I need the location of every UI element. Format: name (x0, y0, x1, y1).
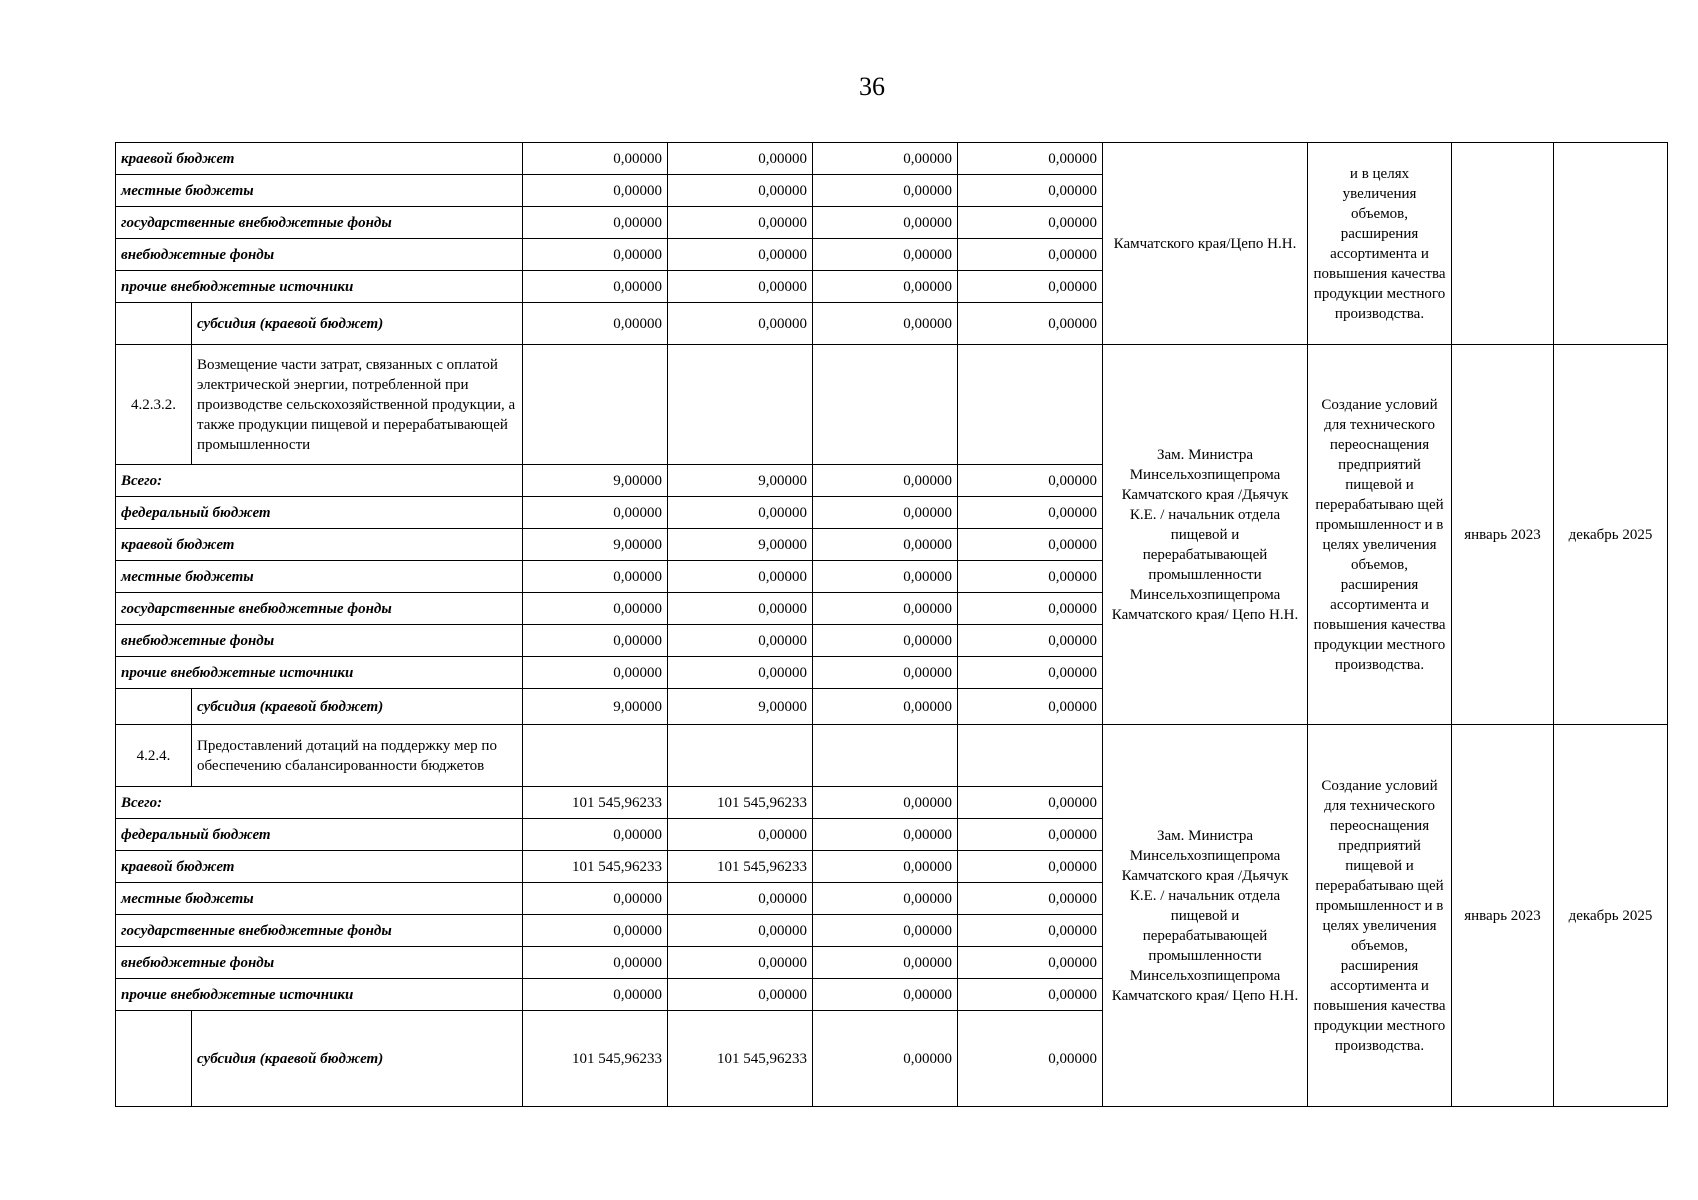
value-cell (958, 725, 1103, 787)
value-cell (668, 725, 813, 787)
value-cell: 0,00000 (813, 593, 958, 625)
value-cell (523, 345, 668, 465)
subsidy-label: субсидия (краевой бюджет) (192, 1011, 523, 1107)
value-cell: 0,00000 (813, 883, 958, 915)
value-cell: 0,00000 (958, 947, 1103, 979)
empty-code-cell (116, 1011, 192, 1107)
value-cell: 0,00000 (813, 915, 958, 947)
value-cell: 0,00000 (813, 239, 958, 271)
value-cell: 101 545,96233 (668, 1011, 813, 1107)
goal-cell: и в целях увеличения объемов, расширения ассортимента и повышения качества продукции местного производства. (1308, 143, 1452, 345)
source-label: федеральный бюджет (116, 497, 523, 529)
value-cell: 0,00000 (523, 883, 668, 915)
value-cell: 0,00000 (958, 883, 1103, 915)
source-label: местные бюджеты (116, 883, 523, 915)
value-cell: 0,00000 (958, 207, 1103, 239)
value-cell: 0,00000 (813, 819, 958, 851)
value-cell: 0,00000 (813, 979, 958, 1011)
value-cell: 9,00000 (523, 529, 668, 561)
source-label: Всего: (116, 465, 523, 497)
activity-code: 4.2.3.2. (116, 345, 192, 465)
value-cell (813, 345, 958, 465)
value-cell: 0,00000 (813, 143, 958, 175)
value-cell: 0,00000 (523, 947, 668, 979)
value-cell: 0,00000 (523, 303, 668, 345)
responsible-cell: Зам. Министра Минсельхозпищепрома Камчатского края /Дьячук К.Е. / начальник отдела пищевой и перерабатывающей промышленности Минсельхозпищепрома Камчатского края/ Цепо Н.Н. (1103, 345, 1308, 725)
value-cell: 0,00000 (668, 239, 813, 271)
block-continued (116, 143, 1668, 345)
source-label: местные бюджеты (116, 561, 523, 593)
value-cell: 0,00000 (668, 143, 813, 175)
value-cell: 0,00000 (668, 819, 813, 851)
budget-table (115, 142, 1668, 1107)
value-cell: 0,00000 (668, 625, 813, 657)
value-cell: 9,00000 (523, 689, 668, 725)
value-cell: 0,00000 (813, 851, 958, 883)
value-cell: 0,00000 (523, 593, 668, 625)
value-cell: 0,00000 (668, 207, 813, 239)
activity-row (116, 345, 1668, 465)
value-cell: 0,00000 (958, 239, 1103, 271)
end-date-cell: декабрь 2025 (1554, 345, 1668, 725)
value-cell: 0,00000 (958, 561, 1103, 593)
value-cell: 0,00000 (523, 271, 668, 303)
value-cell: 0,00000 (958, 979, 1103, 1011)
source-label: внебюджетные фонды (116, 239, 523, 271)
value-cell: 0,00000 (668, 947, 813, 979)
value-cell: 0,00000 (813, 787, 958, 819)
value-cell: 0,00000 (958, 1011, 1103, 1107)
value-cell: 9,00000 (668, 689, 813, 725)
value-cell: 9,00000 (668, 529, 813, 561)
source-label: внебюджетные фонды (116, 625, 523, 657)
activity-description: Возмещение части затрат, связанных с оплатой электрической энергии, потребленной при производстве сельскохозяйственной продукции, а также продукции пищевой и перерабатывающей промышленности (192, 345, 523, 465)
value-cell: 0,00000 (958, 143, 1103, 175)
value-cell: 0,00000 (813, 947, 958, 979)
value-cell: 0,00000 (523, 625, 668, 657)
source-label: государственные внебюджетные фонды (116, 915, 523, 947)
value-cell: 9,00000 (523, 465, 668, 497)
value-cell: 0,00000 (668, 915, 813, 947)
value-cell: 0,00000 (668, 175, 813, 207)
value-cell: 0,00000 (958, 915, 1103, 947)
value-cell: 0,00000 (523, 207, 668, 239)
value-cell: 0,00000 (813, 657, 958, 689)
source-label: краевой бюджет (116, 851, 523, 883)
goal-cell: Создание условий для технического переоснащения предприятий пищевой и перерабатываю щей промышленност и в целях увеличения объемов, расширения ассортимента и повышения качества продукции местного производства. (1308, 725, 1452, 1107)
source-label: прочие внебюджетные источники (116, 271, 523, 303)
value-cell: 101 545,96233 (523, 1011, 668, 1107)
subsidy-label: субсидия (краевой бюджет) (192, 689, 523, 725)
value-cell: 0,00000 (958, 625, 1103, 657)
value-cell: 0,00000 (958, 593, 1103, 625)
block-4-2-4 (116, 725, 1668, 1107)
value-cell: 101 545,96233 (668, 851, 813, 883)
value-cell: 0,00000 (958, 175, 1103, 207)
value-cell: 101 545,96233 (523, 787, 668, 819)
value-cell: 0,00000 (668, 303, 813, 345)
value-cell (523, 725, 668, 787)
end-date-cell: декабрь 2025 (1554, 725, 1668, 1107)
value-cell: 0,00000 (958, 271, 1103, 303)
source-label: федеральный бюджет (116, 819, 523, 851)
value-cell: 0,00000 (813, 207, 958, 239)
source-label: государственные внебюджетные фонды (116, 593, 523, 625)
value-cell: 9,00000 (668, 465, 813, 497)
block-4-2-3-2 (116, 345, 1668, 725)
source-label: прочие внебюджетные источники (116, 657, 523, 689)
activity-code: 4.2.4. (116, 725, 192, 787)
value-cell: 0,00000 (523, 657, 668, 689)
source-label: краевой бюджет (116, 529, 523, 561)
value-cell: 0,00000 (523, 561, 668, 593)
source-label: государственные внебюджетные фонды (116, 207, 523, 239)
value-cell: 101 545,96233 (523, 851, 668, 883)
value-cell: 0,00000 (523, 915, 668, 947)
table-row (116, 143, 1668, 175)
value-cell: 0,00000 (958, 819, 1103, 851)
value-cell: 0,00000 (813, 529, 958, 561)
empty-code-cell (116, 689, 192, 725)
value-cell: 0,00000 (813, 689, 958, 725)
value-cell: 0,00000 (523, 979, 668, 1011)
value-cell: 0,00000 (958, 657, 1103, 689)
value-cell: 0,00000 (813, 561, 958, 593)
value-cell: 0,00000 (813, 175, 958, 207)
value-cell: 0,00000 (813, 271, 958, 303)
source-label: краевой бюджет (116, 143, 523, 175)
value-cell: 0,00000 (668, 497, 813, 529)
value-cell: 0,00000 (958, 787, 1103, 819)
activity-description: Предоставлений дотаций на поддержку мер по обеспечению сбалансированности бюджетов (192, 725, 523, 787)
value-cell: 0,00000 (668, 593, 813, 625)
empty-code-cell (116, 303, 192, 345)
value-cell: 0,00000 (813, 465, 958, 497)
responsible-cell: Зам. Министра Минсельхозпищепрома Камчатского края /Дьячук К.Е. / начальник отдела пищевой и перерабатывающей промышленности Минсельхозпищепрома Камчатского края/ Цепо Н.Н. (1103, 725, 1308, 1107)
source-label: прочие внебюджетные источники (116, 979, 523, 1011)
goal-cell: Создание условий для технического переоснащения предприятий пищевой и перерабатываю щей промышленност и в целях увеличения объемов, расширения ассортимента и повышения качества продукции местного производства. (1308, 345, 1452, 725)
value-cell: 0,00000 (958, 303, 1103, 345)
value-cell (668, 345, 813, 465)
source-label: местные бюджеты (116, 175, 523, 207)
value-cell: 0,00000 (523, 239, 668, 271)
value-cell (813, 725, 958, 787)
value-cell: 0,00000 (958, 529, 1103, 561)
value-cell: 0,00000 (523, 819, 668, 851)
value-cell: 0,00000 (523, 143, 668, 175)
value-cell: 0,00000 (668, 657, 813, 689)
source-label: Всего: (116, 787, 523, 819)
activity-row (116, 725, 1668, 787)
value-cell: 0,00000 (523, 497, 668, 529)
value-cell: 0,00000 (668, 979, 813, 1011)
value-cell: 0,00000 (668, 883, 813, 915)
start-date-cell: январь 2023 (1452, 725, 1554, 1107)
value-cell: 0,00000 (958, 689, 1103, 725)
responsible-cell: Камчатского края/Цепо Н.Н. (1103, 143, 1308, 345)
value-cell: 0,00000 (668, 271, 813, 303)
value-cell: 0,00000 (523, 175, 668, 207)
start-date-cell (1452, 143, 1554, 345)
value-cell: 0,00000 (813, 303, 958, 345)
start-date-cell: январь 2023 (1452, 345, 1554, 725)
value-cell: 0,00000 (813, 497, 958, 529)
end-date-cell (1554, 143, 1668, 345)
page-number: 36 (859, 72, 885, 101)
source-label: внебюджетные фонды (116, 947, 523, 979)
value-cell: 0,00000 (958, 465, 1103, 497)
subsidy-label: субсидия (краевой бюджет) (192, 303, 523, 345)
value-cell (958, 345, 1103, 465)
value-cell: 0,00000 (958, 497, 1103, 529)
value-cell: 0,00000 (813, 625, 958, 657)
value-cell: 0,00000 (813, 1011, 958, 1107)
value-cell: 0,00000 (958, 851, 1103, 883)
value-cell: 0,00000 (668, 561, 813, 593)
value-cell: 101 545,96233 (668, 787, 813, 819)
